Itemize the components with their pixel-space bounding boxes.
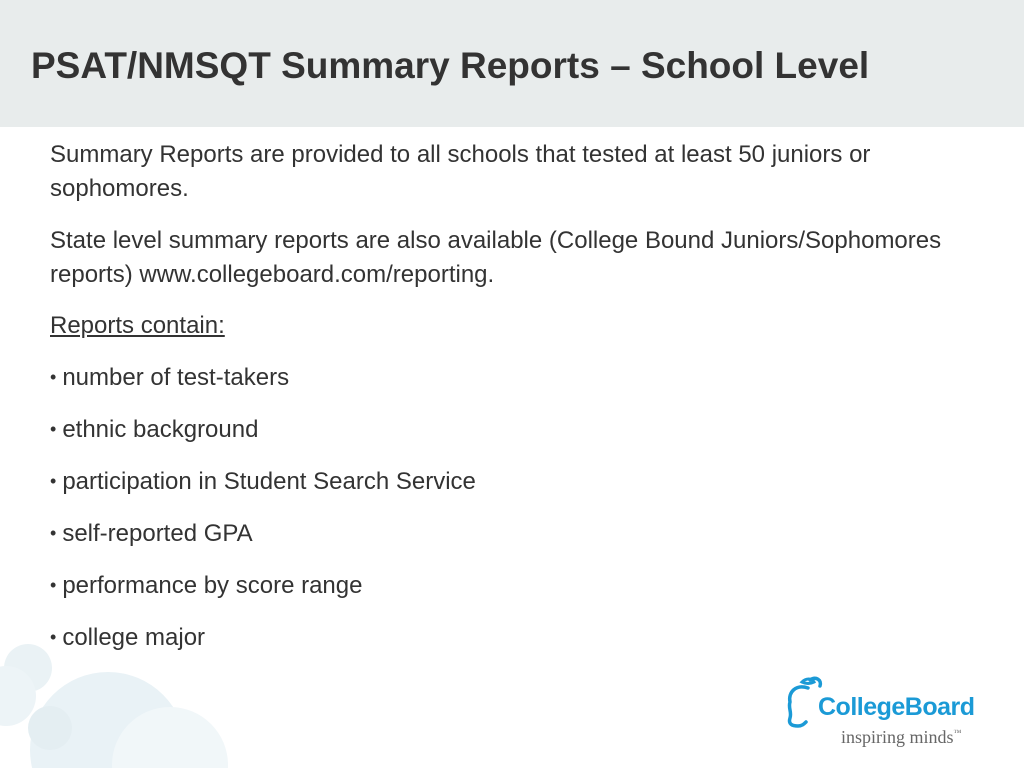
bullet-text: ethnic background (62, 416, 259, 443)
bullet-text: self-reported GPA (62, 520, 253, 547)
trademark-symbol: ™ (953, 728, 962, 737)
slide-title: PSAT/NMSQT Summary Reports – School Level (31, 45, 870, 86)
bullet-item (50, 412, 1000, 447)
bullet-text: performance by score range (62, 572, 363, 599)
state-reports-paragraph: State level summary reports are also available (College Bound Juniors/Sophomores reports) www.collegeboard.com/reporting. (50, 227, 942, 288)
bullet-glyph: • (50, 627, 57, 647)
slide-body (50, 138, 1000, 655)
bullet-text: participation in Student Search Service (62, 468, 476, 495)
bullet-glyph: • (50, 419, 57, 439)
logo-tagline (841, 722, 961, 748)
bullet-item (50, 516, 1000, 551)
bullet-glyph: • (50, 575, 57, 595)
bullet-glyph: • (50, 471, 57, 491)
bullet-text: number of test-takers (62, 364, 290, 391)
bullet-item (50, 464, 1000, 499)
bullet-item (50, 360, 1000, 395)
bullet-text: college major (62, 624, 206, 651)
intro-paragraph: Summary Reports are provided to all schools that tested at least 50 juniors or sophomores. (50, 141, 871, 202)
bullet-glyph: • (50, 523, 57, 543)
decorative-circle (28, 706, 72, 750)
reports-contain-heading: Reports contain: (50, 312, 225, 339)
logo-tagline-text: inspiring minds (841, 727, 954, 747)
logo-wordmark: CollegeBoard (818, 693, 975, 721)
bullet-glyph: • (50, 367, 57, 387)
collegeboard-logo (780, 672, 995, 752)
decorative-circles (0, 600, 240, 768)
bullet-item (50, 568, 1000, 603)
